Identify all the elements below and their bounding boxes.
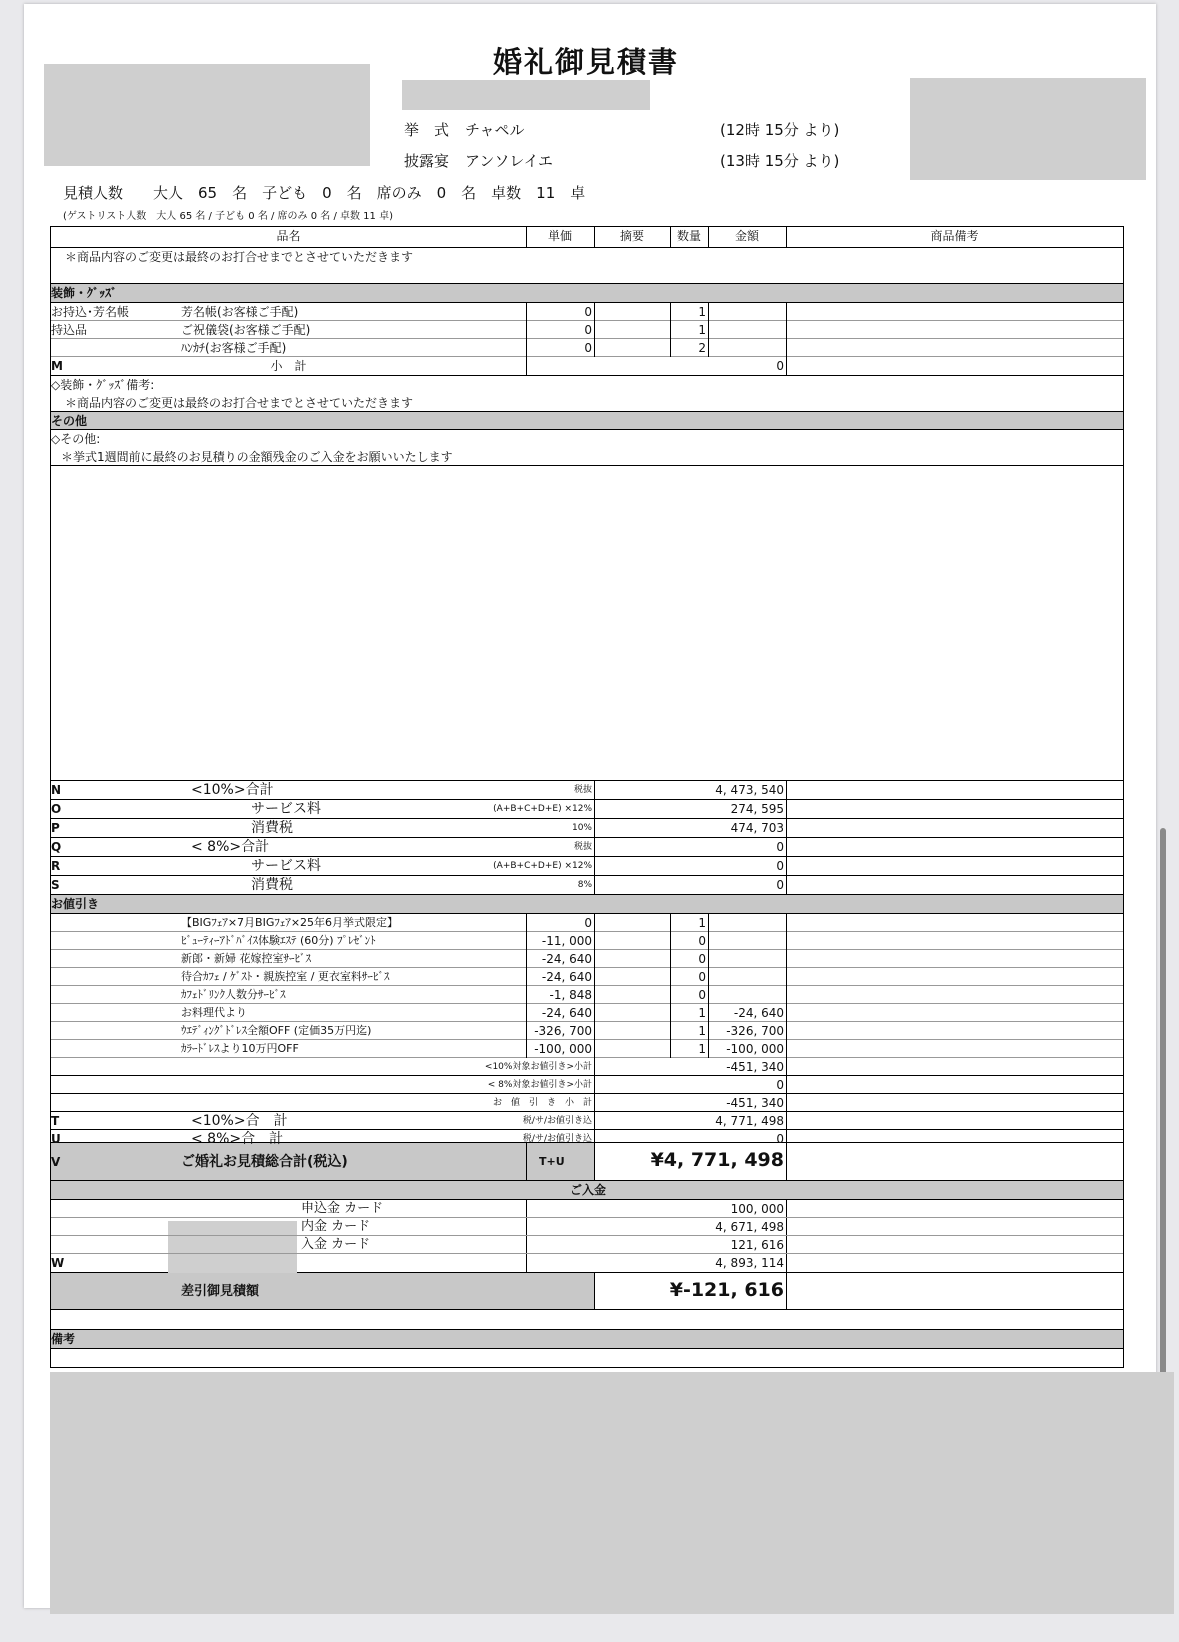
discount-row [51,968,1123,986]
total-line-label: 消費税 [251,820,293,836]
col-unit-header: 単価 [547,229,572,243]
payment-label: 申込金 カード [301,1201,384,1216]
subtotal-label: 小 計 [270,359,307,373]
goods-name: ご祝儀袋(お客様ご手配) [181,323,311,337]
section-discount-row [51,895,1123,914]
reception-label: 披露宴 [404,152,450,170]
goods-category: 持込品 [51,323,88,337]
payment-row [51,1218,1123,1236]
goods-row [51,339,1123,357]
col-qty-header: 数量 [676,229,701,243]
payment-total-amount: 4, 893, 114 [715,1256,784,1270]
goods-remark-text: ＊商品内容のご変更は最終のお打合せまでとさせていただきます [65,396,414,410]
discount-qty: 0 [698,970,706,984]
redacted-block [402,80,650,110]
discount-name: 【BIGﾌｪｱ×7月BIGﾌｪｱ×25年6月挙式限定】 [181,916,399,929]
discount-unit-price: -24, 640 [541,1006,592,1020]
goods-name: ﾊﾝｶﾁ(お客様ご手配) [181,341,287,355]
discount-qty: 1 [698,1006,706,1020]
section-goods-row [51,284,1123,303]
total-line-basis: (A+B+C+D+E) ×12% [493,804,592,814]
discount-row [51,1022,1123,1040]
discount-subtotal-row [51,1094,1123,1112]
discount-name: ﾋﾞｭｰﾃｨｰｱﾄﾞﾊﾞｲｽ体験ｴｽﾃ (60分) ﾌﾟﾚｾﾞﾝﾄ [181,934,376,947]
note-top: ＊商品内容のご変更は最終のお打合せまでとさせていただきます [65,250,414,264]
section-remarks-row [51,1330,1123,1349]
discount-qty: 1 [698,916,706,930]
goods-remark-label: ◇装飾・ｸﾞｯｽﾞ備考: [51,378,155,392]
estimate-table [50,226,1124,1368]
total-line-code: Q [51,840,62,854]
grand-total-label: < 8%>合 計 [191,1131,284,1147]
payment-amount: 121, 616 [730,1238,784,1252]
total-line-basis: 10% [571,823,592,833]
payment-label: 入金 カード [301,1237,371,1252]
goods-unit-price: 0 [584,305,592,319]
total-line-amount: 0 [776,878,784,892]
total-amount: ¥4, 771, 498 [650,1149,784,1171]
payment-amount: 4, 671, 498 [715,1220,784,1234]
subtotal-row [51,357,1123,376]
guestlist-line: (ゲストリスト人数 大人 65 名 / 子ども 0 名 / 席のみ 0 名 / 卓数 11 卓) [63,211,393,222]
grand-total-row [51,1112,1123,1130]
total-line-code: S [51,878,60,892]
grand-total-basis: 税/サ/お値引き込 [522,1116,592,1126]
col-remarks-header: 商品備考 [930,229,979,243]
other-label: ◇その他: [51,432,101,446]
discount-qty: 0 [698,988,706,1002]
subtotal-amount: 0 [776,359,784,373]
ceremony-venue: チャペル [465,121,525,139]
total-line-amount: 474, 703 [730,821,784,835]
other-row [51,430,1123,466]
discount-unit-price: -24, 640 [541,952,592,966]
discount-subtotal-amount: 0 [776,1078,784,1092]
reception-venue: アンソレイエ [465,152,554,170]
discount-name: ｳｴﾃﾞｨﾝｸﾞﾄﾞﾚｽ全額OFF (定価35万円迄) [181,1024,372,1037]
spacer-row [51,1310,1123,1330]
total-line-row [51,781,1123,800]
redacted-block [50,1372,1174,1614]
total-line-code: N [51,783,62,797]
discount-subtotal-label: < 8%対象お値引き>小計 [487,1080,592,1090]
total-line-label: 消費税 [251,877,293,893]
total-line-row [51,876,1123,895]
discount-row [51,1004,1123,1022]
other-note: ＊挙式1週間前に最終のお見積りの金額残金のご入金をお願いいたします [61,450,453,464]
document-title: 婚礼御見積書 [493,45,680,79]
total-line-label: サービス料 [251,858,321,874]
section-goods-label: 装飾・ｸﾞｯｽﾞ [51,286,118,300]
grand-total-code: T [51,1114,60,1128]
total-line-row [51,800,1123,819]
discount-amount: -24, 640 [733,1006,784,1020]
discount-subtotal-amount: -451, 340 [726,1060,784,1074]
total-line-row [51,857,1123,876]
payment-amount: 100, 000 [730,1202,784,1216]
balance-label: 差引御見積額 [181,1284,260,1299]
col-summary-header: 摘要 [619,229,644,243]
redacted-block [44,64,370,166]
total-line-basis: 税抜 [573,842,592,852]
discount-row [51,950,1123,968]
balance-row [51,1273,1123,1310]
section-payment-row [51,1181,1123,1200]
discount-amount: -100, 000 [726,1042,784,1056]
goods-category: お持込･芳名帳 [51,305,130,319]
discount-name: お料理代より [181,1006,247,1019]
grand-total-amount: 0 [776,1132,784,1146]
section-other-label: その他 [51,414,88,428]
discount-subtotal-row [51,1076,1123,1094]
payment-row [51,1200,1123,1218]
ceremony-label: 挙 式 [404,121,450,139]
discount-subtotal-amount: -451, 340 [726,1096,784,1110]
discount-row [51,1040,1123,1058]
section-discount-label: お値引き [51,897,100,911]
total-line-label: <10%>合計 [191,782,274,798]
col-amount-header: 金額 [734,229,759,243]
scrollbar[interactable] [1160,828,1166,1388]
total-line-basis: (A+B+C+D+E) ×12% [493,861,592,871]
total-line-code: R [51,859,61,873]
subtotal-code: M [51,359,63,373]
ceremony-time: (12時 15分 より) [720,121,840,139]
total-line-label: < 8%>合計 [191,839,270,855]
discount-subtotal-row [51,1058,1123,1076]
reception-time: (13時 15分 より) [720,152,840,170]
discount-qty: 0 [698,934,706,948]
discount-row [51,914,1123,932]
discount-qty: 1 [698,1042,706,1056]
discount-unit-price: -11, 000 [541,934,592,948]
discount-name: ｶﾌｪﾄﾞﾘﾝｸ人数分ｻｰﾋﾞｽ [181,988,286,1001]
total-line-amount: 4, 473, 540 [715,783,784,797]
discount-unit-price: 0 [584,916,592,930]
headcount-line: 見積人数 大人 65 名 子ども 0 名 席のみ 0 名 卓数 11 卓 [63,184,586,202]
discount-name: ｶﾗｰﾄﾞﾚｽより10万円OFF [181,1042,299,1055]
goods-unit-price: 0 [584,323,592,337]
discount-qty: 0 [698,952,706,966]
discount-unit-price: -1, 848 [549,988,592,1002]
balance-amount: ¥-121, 616 [669,1279,784,1301]
total-code: V [51,1155,61,1169]
grand-total-amount: 4, 771, 498 [715,1114,784,1128]
goods-row [51,321,1123,339]
goods-qty: 1 [698,305,706,319]
discount-row [51,932,1123,950]
total-line-code: O [51,802,62,816]
payment-total-code: W [51,1256,65,1270]
total-line-amount: 0 [776,840,784,854]
grand-total-basis: 税/サ/お値引き込 [522,1134,592,1144]
col-name-header: 品名 [276,229,301,243]
goods-name: 芳名帳(お客様ご手配) [181,305,299,319]
discount-name: 待合ｶﾌｪ / ｹﾞｽﾄ・親族控室 / 更衣室料ｻｰﾋﾞｽ [181,970,390,983]
discount-unit-price: -100, 000 [534,1042,592,1056]
section-other-row [51,412,1123,430]
grand-total-label: <10%>合 計 [191,1113,288,1129]
goods-qty: 1 [698,323,706,337]
section-remarks-label: 備考 [51,1332,76,1346]
total-line-code: P [51,821,60,835]
redacted-block [910,78,1146,180]
discount-qty: 1 [698,1024,706,1038]
discount-row [51,986,1123,1004]
discount-amount: -326, 700 [726,1024,784,1038]
section-payment-label: ご入金 [569,1183,606,1197]
table-header-row [51,227,1123,248]
discount-name: 新郎・新婦 花嫁控室ｻｰﾋﾞｽ [181,952,311,965]
goods-row [51,303,1123,321]
total-line-label: サービス料 [251,801,321,817]
total-line-row [51,838,1123,857]
blank-area [51,466,1123,781]
total-line-amount: 0 [776,859,784,873]
total-line-basis: 8% [577,880,592,890]
total-label: ご婚礼お見積総合計(税込) [181,1154,348,1170]
payment-row [51,1236,1123,1254]
total-line-row [51,819,1123,838]
grand-total-row [51,1130,1123,1147]
discount-subtotal-label: <10%対象お値引き>小計 [484,1062,592,1072]
payment-label: 内金 カード [301,1219,371,1234]
discount-unit-price: -24, 640 [541,970,592,984]
grand-total-code: U [51,1132,61,1146]
goods-qty: 2 [698,341,706,355]
goods-remark-row [51,376,1123,412]
total-line-basis: 税抜 [573,785,592,795]
discount-unit-price: -326, 700 [534,1024,592,1038]
total-basis: T+U [539,1155,565,1168]
discount-subtotal-label: お 値 引 き 小 計 [492,1098,592,1108]
note-row [51,248,1123,284]
total-row [51,1143,1123,1181]
goods-unit-price: 0 [584,341,592,355]
total-line-amount: 274, 595 [730,802,784,816]
